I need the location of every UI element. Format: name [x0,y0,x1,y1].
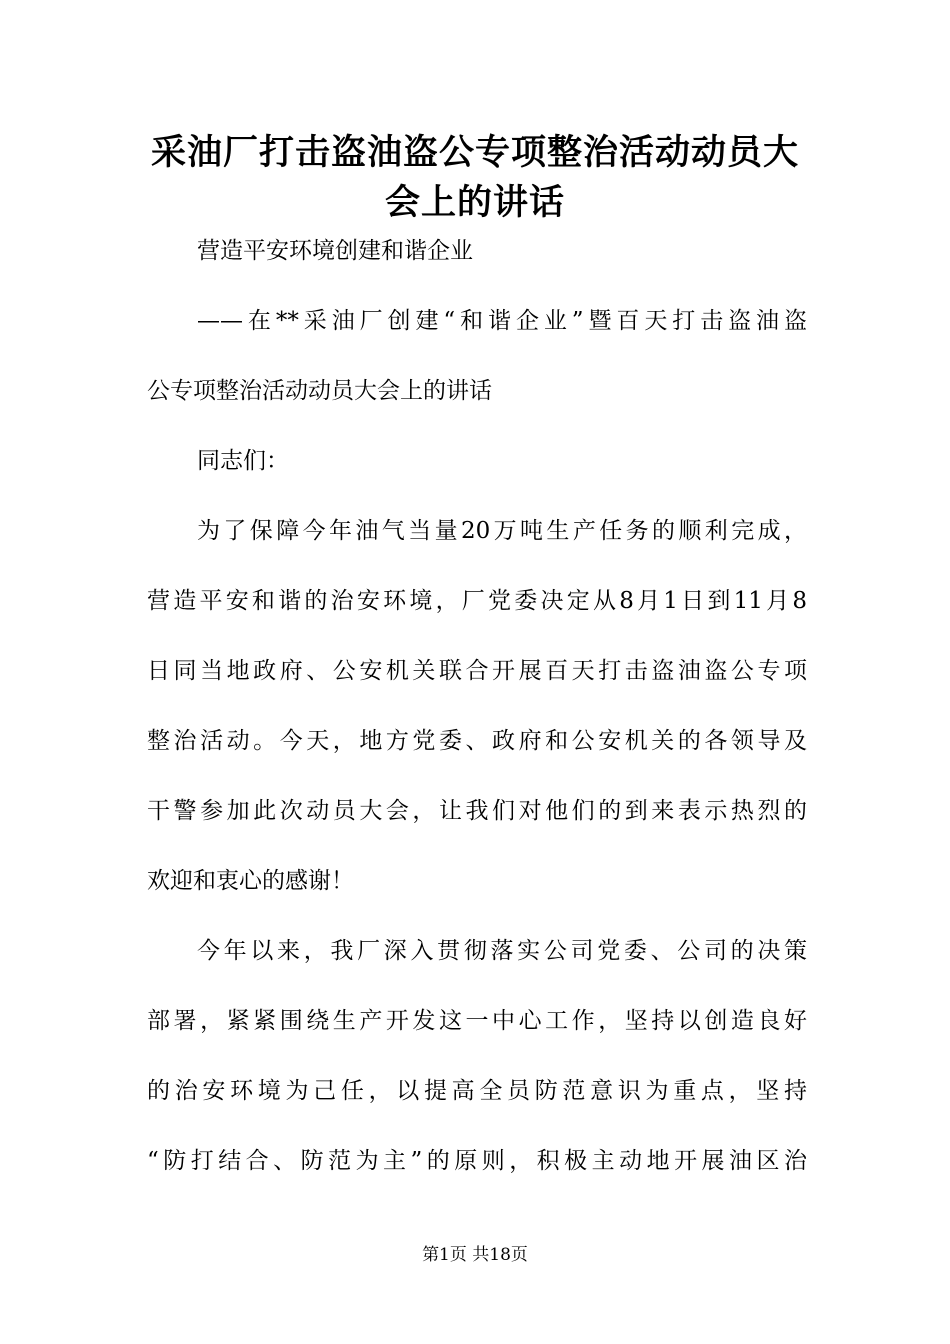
title-line-2: 会上的讲话 [384,182,565,223]
body-line: 的治安环境为己任，以提高全员防范意识为重点，坚持 [147,1078,807,1104]
document-body [147,228,807,1208]
body-line: 欢迎和衷心的感谢！ [147,868,354,894]
body-line: 日同当地政府、公安机关联合开展百天打击盗油盗公专项 [147,658,807,684]
subtitle-line: 营造平安环境创建和谐企业 [197,238,473,264]
body-line: 今年以来，我厂深入贯彻落实公司党委、公司的决策 [197,938,807,964]
body-line: 干警参加此次动员大会，让我们对他们的到来表示热烈的 [147,798,807,824]
body-line: 部署，紧紧围绕生产开发这一中心工作，坚持以创造良好 [147,1008,807,1034]
body-line: 公专项整治活动动员大会上的讲话 [147,378,492,404]
salutation-line: 同志们： [197,448,289,474]
body-line: ——在**采油厂创建“和谐企业”暨百天打击盗油盗 [197,308,807,334]
page-footer [0,1240,950,1265]
document-title [140,128,810,228]
body-line: 整治活动。今天，地方党委、政府和公安机关的各领导及 [147,728,807,754]
title-line-1: 采油厂打击盗油盗公专项整治活动动员大 [150,132,799,173]
body-line: 营造平安和谐的治安环境，厂党委决定从8月1日到11月8 [147,588,807,614]
body-line: “防打结合、防范为主”的原则，积极主动地开展油区治 [147,1148,807,1174]
page-indicator: 第1页 共18页 [422,1245,528,1265]
body-line: 为了保障今年油气当量20万吨生产任务的顺利完成， [197,518,807,544]
